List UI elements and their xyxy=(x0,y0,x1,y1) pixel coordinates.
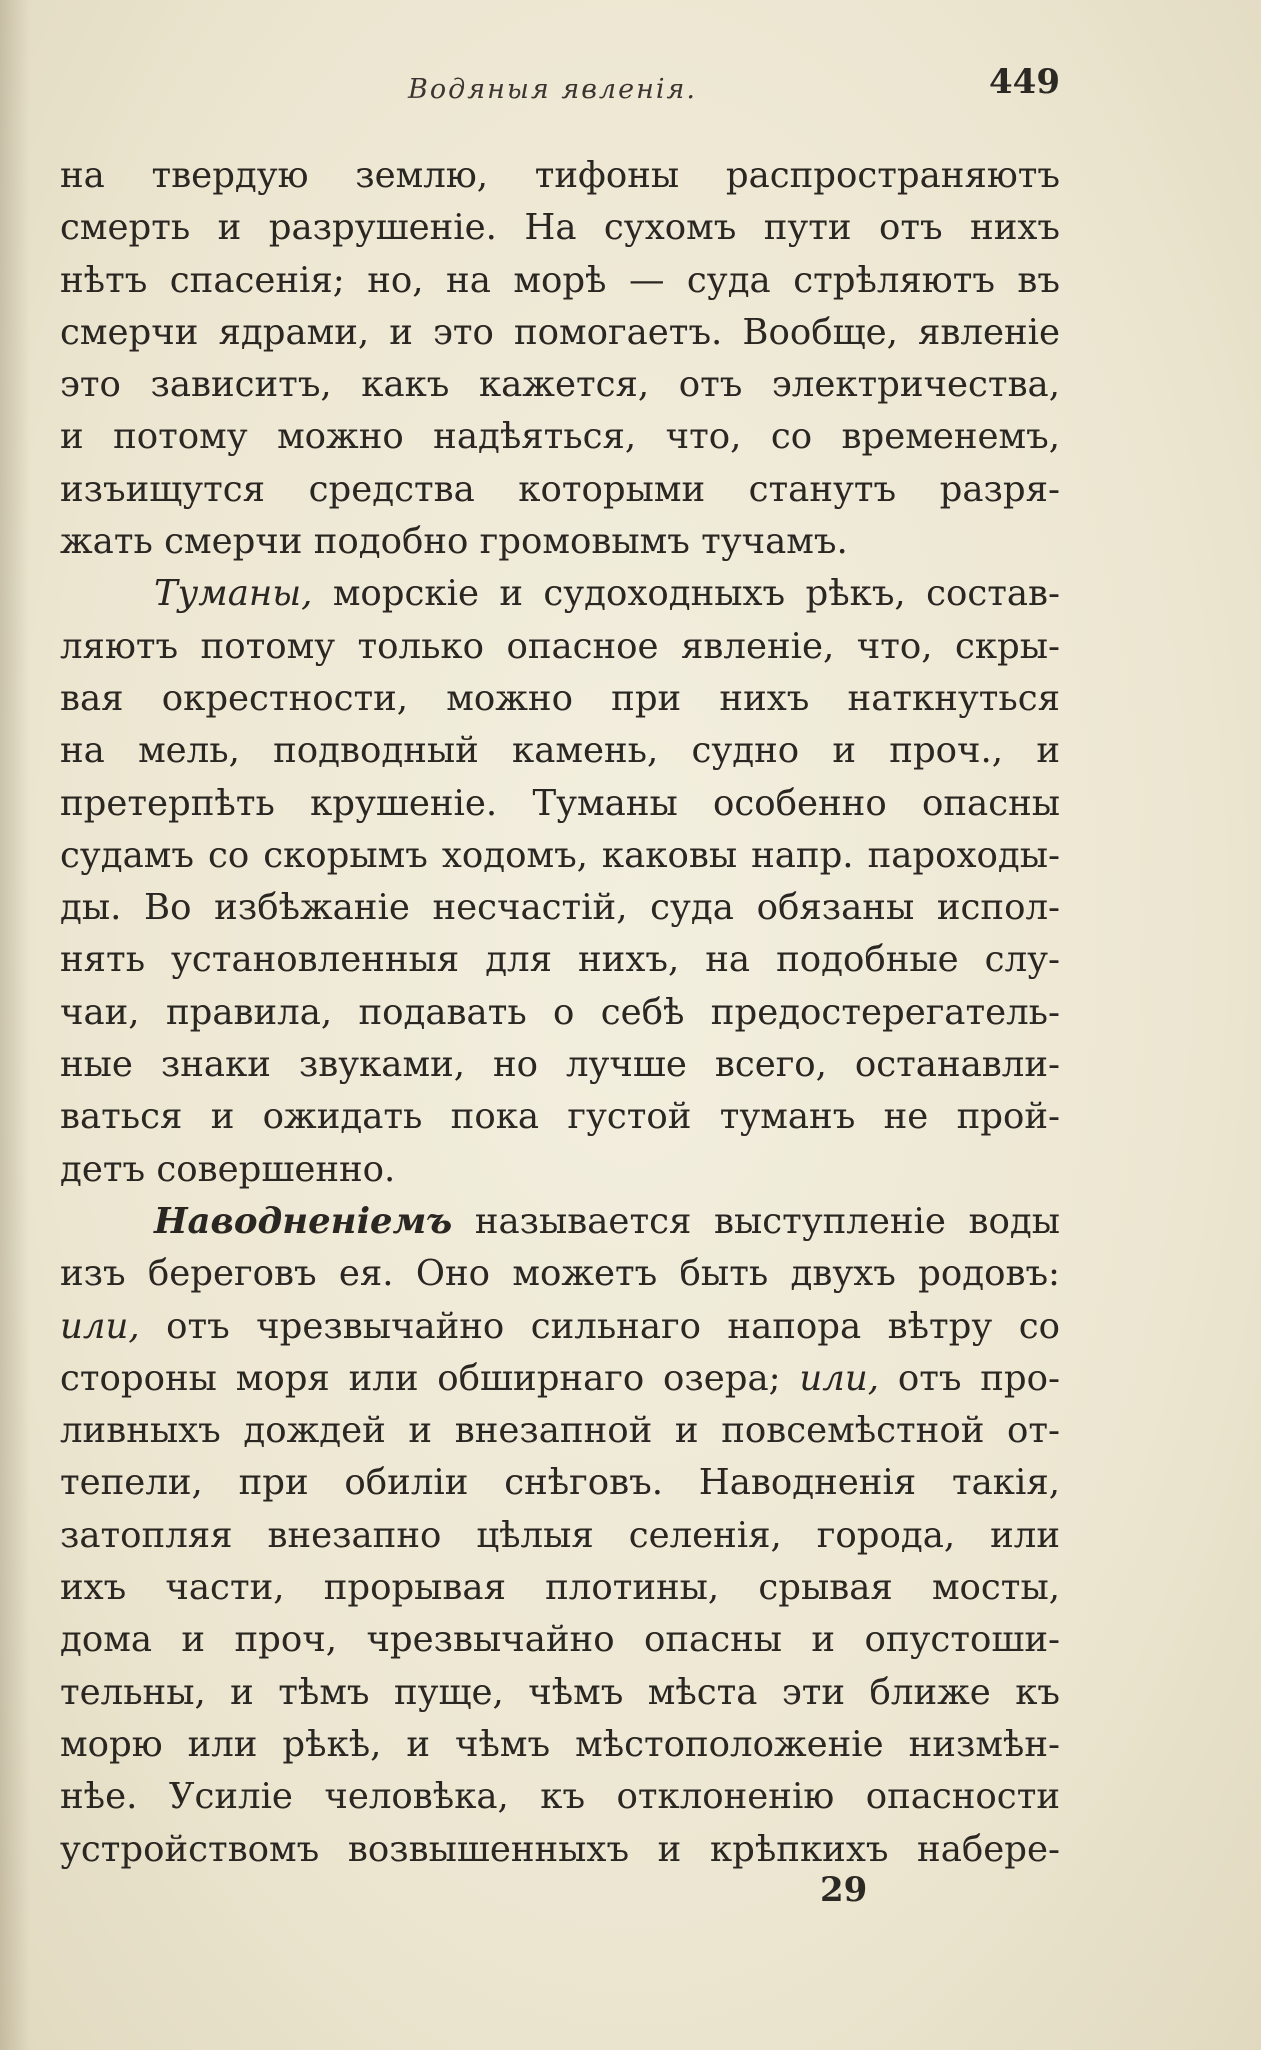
emphasized-term: или, xyxy=(799,1357,880,1399)
text-line: на твердую землю, тифоны распространяютъ xyxy=(60,155,1060,196)
emphasized-term: Наводненіемъ xyxy=(154,1200,453,1242)
text-line: изъищутся средства которыми станутъ разря- xyxy=(60,468,1060,510)
text-line: нѣтъ спасенія; но, на морѣ — суда стрѣляютъ въ xyxy=(60,259,1060,301)
text-line: судамъ со скорымъ ходомъ, каковы напр. пароходы- xyxy=(60,834,1060,876)
text-line: тепели, при обиліи снѣговъ. Наводненія такія, xyxy=(60,1462,1060,1504)
text-line: стороны моря или обширнаго озера; или, отъ про- xyxy=(60,1357,1060,1399)
text-body xyxy=(60,150,1060,1876)
gutter-shadow xyxy=(0,0,30,2050)
page-number: 449 xyxy=(989,62,1060,102)
text-line: устройствомъ возвышенныхъ и крѣпкихъ набере- xyxy=(60,1828,1060,1870)
text-line: жать смерчи подобно громовымъ тучамъ. xyxy=(60,521,848,563)
text-line: затопляя внезапно цѣлыя селенія, города, или xyxy=(60,1514,1060,1556)
paragraph-start-flood: Наводненіемъ называется выступленіе воды xyxy=(154,1200,1060,1242)
text-line: ляютъ потому только опасное явленіе, что, скры- xyxy=(60,625,1060,667)
text-line: морю или рѣкѣ, и чѣмъ мѣстоположеніе низмѣн- xyxy=(60,1723,1060,1765)
signature-mark: 29 xyxy=(820,1870,868,1910)
text-line: или, отъ чрезвычайно сильнаго напора вѣтру со xyxy=(60,1305,1060,1347)
text-line: это зависитъ, какъ кажется, отъ электричества, xyxy=(60,364,1060,406)
text-line: тельны, и тѣмъ пуще, чѣмъ мѣста эти ближе къ xyxy=(60,1671,1060,1713)
text-line: ливныхъ дождей и внезапной и повсемѣстной от- xyxy=(60,1410,1060,1452)
text-line: детъ совершенно. xyxy=(60,1148,396,1190)
text-line: ихъ части, прорывая плотины, срывая мосты, xyxy=(60,1567,1060,1609)
text-line: нять установленныя для нихъ, на подобные слу- xyxy=(60,939,1060,981)
text-line: претерпѣть крушеніе. Туманы особенно опасны xyxy=(60,782,1060,824)
text-line: вая окрестности, можно при нихъ наткнуться xyxy=(60,677,1060,719)
text-line: смерть и разрушеніе. На сухомъ пути отъ нихъ xyxy=(60,207,1060,249)
text-line: ваться и ожидать пока густой туманъ не прой- xyxy=(60,1096,1060,1138)
text-line: нѣе. Усиліе человѣка, къ отклоненію опасности xyxy=(60,1776,1060,1818)
text-line: дома и проч, чрезвычайно опасны и опустоши- xyxy=(60,1619,1060,1661)
text-line: на мель, подводный камень, судно и проч., и xyxy=(60,730,1060,772)
page-header xyxy=(60,62,1060,118)
running-head: Водяныя явленія. xyxy=(408,74,697,105)
paragraph-start-fog: Туманы, морскіе и судоходныхъ рѣкъ, состав- xyxy=(154,573,1060,615)
emphasized-term: Туманы, xyxy=(154,573,313,615)
text-line: изъ береговъ ея. Оно можетъ быть двухъ родовъ: xyxy=(60,1253,1060,1295)
text-line: ды. Во избѣжаніе несчастій, суда обязаны испол- xyxy=(60,887,1060,929)
text-line: чаи, правила, подавать о себѣ предостерегатель- xyxy=(60,991,1060,1033)
text-line: смерчи ядрами, и это помогаетъ. Вообще, явленіе xyxy=(60,311,1060,353)
emphasized-term: или, xyxy=(60,1305,140,1347)
text-line: и потому можно надѣяться, что, со временемъ, xyxy=(60,416,1060,458)
text-line: ные знаки звуками, но лучше всего, останавли- xyxy=(60,1044,1060,1086)
